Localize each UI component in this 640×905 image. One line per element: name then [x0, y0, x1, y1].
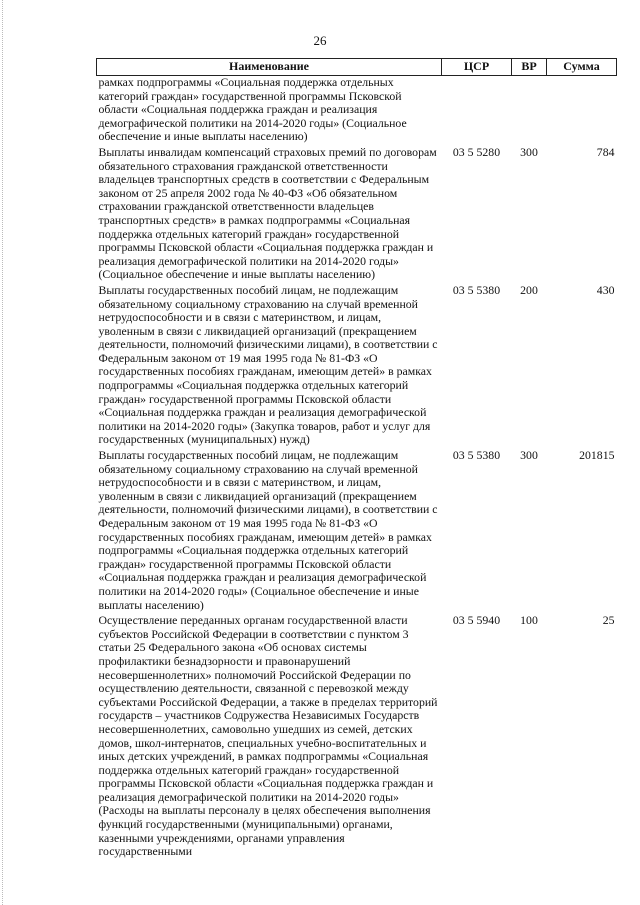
- row-name: Выплаты инвалидам компенсаций страховых премий по договорам обязательного страхования гражданской ответственности владельцев транспортных средств в соответствии с Федеральным законом от 25 апреля 2002 года № 40-ФЗ «Об обязательном страховании гражданской ответственности владельцев транспортных средств» в рамках подпрограммы «Социальная поддержка отдельных категорий граждан» государственной программы Псковской области «Социальная поддержка граждан и реализация демографической политики на 2014-2020 годы» (Социальное обеспечение и иные выплаты населению): [98, 144, 437, 282]
- header-csr: ЦСР: [442, 59, 512, 76]
- table-row: [97, 76, 617, 146]
- header-sum: Сумма: [547, 59, 617, 76]
- row-vr: 300: [520, 448, 538, 463]
- row-name: Выплаты государственных пособий лицам, не подлежащим обязательному социальному страхованию на случай временной нетрудоспособности и в связи с материнством, и лицам, уволенным в связи с ликвидацией организаций (прекращением деятельности, полномочий физическими лицами), в соответствии с Федеральным законом от 19 мая 1995 года № 81-ФЗ «О государственных пособиях гражданам, имеющим детей» в рамках подпрограммы «Социальная поддержка отдельных категорий граждан» государственной программы Псковской области «Социальная поддержка граждан и реализация демографической политики на 2014-2020 годы» (Социальное обеспечение и иные выплаты населению): [98, 448, 438, 612]
- scan-edge-line: [2, 0, 4, 905]
- row-vr: 300: [520, 144, 538, 159]
- row-csr: 03 5 5940: [452, 613, 501, 628]
- row-vr: [512, 76, 547, 146]
- row-name: рамках подпрограммы «Социальная поддержка отдельных категорий граждан» государственной программы Псковской области «Социальная поддержка граждан и реализация демографической политики на 2014-2020 годы» (Социальное обеспечение и иные выплаты населению): [98, 75, 407, 144]
- table-header-row: [97, 59, 617, 76]
- table-row: [97, 146, 617, 284]
- row-csr: 03 5 5280: [452, 144, 501, 159]
- header-vr: ВР: [512, 59, 547, 76]
- table-row: [97, 614, 617, 861]
- row-csr: [442, 76, 512, 146]
- row-csr: 03 5 5380: [452, 448, 501, 463]
- budget-table: [96, 58, 617, 861]
- row-name: Осуществление переданных органам государственной власти субъектов Российской Федерации в соответствии с пунктом 3 статьи 25 Федерального закона «Об основах системы профилактики безнадзорности и правонарушений несовершеннолетних» полномочий Российской Федерации по осуществлению деятельности, связанной с перевозкой между субъектами Российской Федерации, а также в пределах территорий государств – участников Содружества Независимых Государств несовершеннолетних, самовольно ушедших из семей, детских домов, школ-интернатов, специальных учебно-воспитательных и иных детских учреждений, в рамках подпрограммы «Социальная поддержка отдельных категорий граждан» государственной программы Псковской области «Социальная поддержка граждан и реализация демографической политики на 2014-2020 годы» (Расходы на выплаты персоналу в целях обеспечения выполнения функций государственными (муниципальными) органами, казенными учреждениями, органами управления государственными: [98, 613, 438, 859]
- row-sum: 201815: [579, 448, 615, 463]
- row-name: Выплаты государственных пособий лицам, не подлежащим обязательному социальному страхованию на случай временной нетрудоспособности и в связи с материнством, и лицам, уволенным в связи с ликвидацией организаций (прекращением деятельности, полномочий физическими лицами), в соответствии с Федеральным законом от 19 мая 1995 года № 81-ФЗ «О государственных пособиях гражданам, имеющим детей» в рамках подпрограммы «Социальная поддержка отдельных категорий граждан» государственной программы Псковской области «Социальная поддержка граждан и реализация демографической политики на 2014-2020 годы» (Закупка товаров, работ и услуг для государственных (муниципальных) нужд): [98, 282, 438, 447]
- row-csr: 03 5 5380: [452, 282, 501, 297]
- table-row: [97, 284, 617, 449]
- row-sum: 784: [596, 144, 615, 159]
- row-vr: 100: [520, 613, 538, 628]
- row-vr: 200: [520, 282, 538, 297]
- table-row: [97, 449, 617, 614]
- row-sum: 25: [602, 613, 615, 628]
- row-sum: [547, 76, 617, 146]
- row-sum: 430: [596, 282, 615, 297]
- header-name: Наименование: [97, 59, 442, 76]
- page-number: 26: [313, 33, 327, 48]
